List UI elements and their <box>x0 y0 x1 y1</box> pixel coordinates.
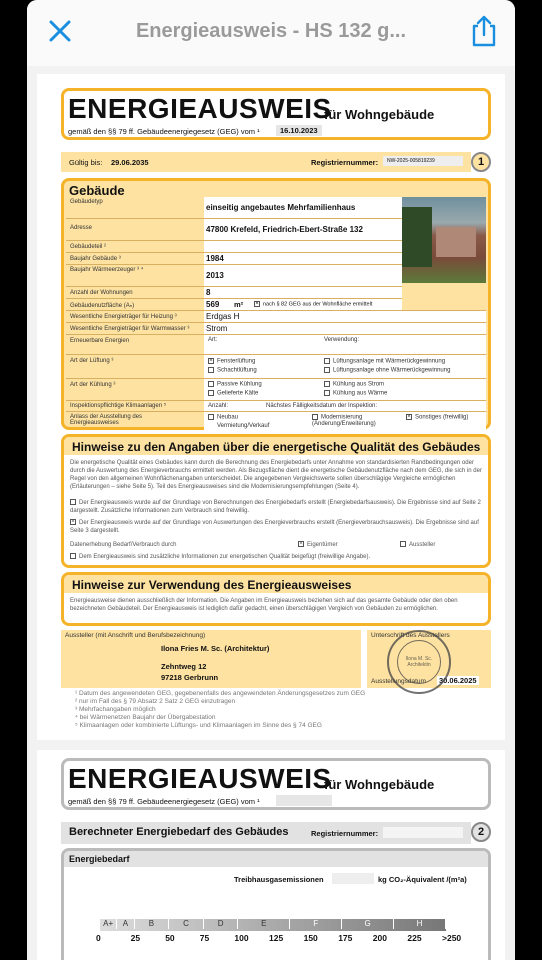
section-number-1: 1 <box>471 152 491 172</box>
document-page-1[interactable] <box>37 74 505 740</box>
ghg-unit: kg CO₂-Äquivalent /(m²a) <box>378 875 467 884</box>
attachment-line: Dem Energieausweis sind zusätzliche Informationen zur energetischen Qualität beigefügt (freiwillige Angabe). <box>70 553 484 561</box>
document-page-2[interactable] <box>37 750 505 960</box>
ghg-label: Treibhausgasemissionen <box>234 875 324 884</box>
scale-value: 0 <box>96 933 101 943</box>
row-cooling: Art der Kühlung ³ Passive Kühlung Gelieferte Kälte Kühlung aus Strom Kühlung aus Wärme <box>66 379 486 401</box>
scale-value: 225 <box>407 933 422 943</box>
building-photo <box>402 197 486 283</box>
usage-text: Energieausweise dienen ausschließlich der Information. Die Angaben im Energieausweis beziehen sich auf das gesamte Gebäude oder den oben bezeichneten Gebäudeteil. Der Energieausweis ist lediglich dafür gedacht, einen überschlägigen Vergleich von Gebäuden zu ermöglichen. <box>70 598 458 612</box>
row-building-type: Gebäudetyp einseitig angebautes Mehrfamilienhaus <box>66 197 402 219</box>
row-year-heater: Baujahr Wärmeerzeuger ³ ⁴ 2013 <box>66 265 402 287</box>
row-water-carrier: Wesentliche Energieträger für Warmwasser ³ Strom <box>66 323 486 335</box>
row-building-part: Gebäudeteil ² <box>66 241 402 253</box>
issuer-box: Aussteller (mit Anschrift und Berufsbezeichnung) Ilona Fries M. Sc. (Architektur) Zehntweg 12 97218 Gerbrunn <box>61 630 361 688</box>
scale-class-a: A <box>117 919 134 929</box>
page-title-suffix: für Wohngebäude <box>324 107 435 122</box>
scale-class-f: F <box>290 919 342 929</box>
reg-label: Registriernummer: <box>311 158 379 167</box>
scale-class-e: E <box>238 919 290 929</box>
row-renewables: Erneuerbare Energien Art: Verwendung: <box>66 335 486 355</box>
usage-title: Hinweise zur Verwendung des Energieausweises <box>72 578 352 592</box>
law-line: gemäß den §§ 79 ff. Gebäudeenergiegesetz (GEG) vom ¹ <box>68 127 260 136</box>
scale-value: 25 <box>130 933 141 943</box>
top-bar <box>27 0 515 66</box>
validity-bar <box>61 152 471 172</box>
scale-value: 175 <box>338 933 353 943</box>
app-screen <box>27 0 515 960</box>
row-year-building: Baujahr Gebäude ³ 1984 <box>66 253 402 265</box>
page2-section-bar <box>61 822 471 844</box>
row-inspection: Inspektionspflichtige Klimaanlagen ⁵ Anzahl: Nächstes Fälligkeitsdatum der Inspektion: <box>66 401 486 412</box>
scale-value: >250 <box>442 933 462 943</box>
hint-option-demand: Der Energieausweis wurde auf der Grundlage von Berechnungen des Energiebedarfs erstellt (Energiebedarfsausweis). Die Ergebnisse sind auf Seite 2 dargestellt. Zusätzliche Informationen zum Verbrauch sind freiwillig. <box>70 500 481 514</box>
issuer-name: Ilona Fries M. Sc. (Architektur) <box>161 644 270 653</box>
row-ventilation: Art der Lüftung ³ × Fensterlüftung Schachtlüftung Lüftungsanlage mit Wärmerückgewinnung Lüftungsanlage ohne Wärmerückgewinnung <box>66 355 486 379</box>
row-usable-area: Gebäudenutzfläche (Aₙ) 569 m² × nach § 82 GEG aus der Wohnfläche ermittelt <box>66 299 486 311</box>
law-date: 16.10.2023 <box>276 125 322 136</box>
issuer-street: Zehntweg 12 <box>161 662 207 671</box>
energy-demand-title: Energiebedarf <box>69 854 130 864</box>
hints-title: Hinweise zu den Angaben über die energetische Qualität des Gebäudes <box>72 440 481 454</box>
scale-value: 125 <box>269 933 284 943</box>
building-box <box>61 178 491 430</box>
scale-value: 100 <box>234 933 249 943</box>
hint-option-consumption: × Der Energieausweis wurde auf der Grundlage von Auswertungen des Energieverbrauchs erstellt (Energieverbrauchsausweis). Die Ergebnisse sind auf Seite 3 dargestellt. <box>70 519 479 534</box>
scale-class-g: G <box>342 919 394 929</box>
page2-title: ENERGIEAUSWEIS <box>68 763 332 794</box>
page2-law-line: gemäß den §§ 79 ff. Gebäudeenergiegesetz (GEG) vom ¹ <box>68 797 260 806</box>
page2-reg-label: Registriernummer: <box>311 829 379 838</box>
reg-number: NW-2025-005819239 <box>383 156 463 166</box>
close-button[interactable] <box>45 16 75 46</box>
hints-text: Die energetische Qualität eines Gebäudes kann durch die Berechnung des Energiebedarfs unter Annahme von standardisierten Randbedingungen oder durch die Auswertung des Energieverbrauchs ermittelt werden. Als Bezugsfläche dient die energetische Gebäudenutzfläche nach dem GEG, die sich in der Regel von den allgemeinen Wohnflächenangaben unterscheidet. Die angegebenen Vergleichswerte sollen überschlägige Vergleiche ermöglichen (Erläuterungen – siehe Seite 5). Teil des Energieausweises sind die Modernisierungsempfehlungen (Seite 4). <box>70 460 482 490</box>
energy-demand-box <box>61 848 491 960</box>
scale-value: 50 <box>165 933 175 943</box>
footnotes: ¹ Datum des angewendeten GEG, gegebenenfalls des angewendeten Änderungsgesetzes zum GEG ² nur im Fall des § 79 Absatz 2 Satz 2 GEG einzutragen ³ Mehrfachangaben möglich ⁴ bei Wärmenetzen Baujahr der Übergabestation ⁵ Klimaanlagen oder kombinierte Lüftungs- und Klimaanlagen im Sinne des § 74 GEG <box>75 690 366 729</box>
scale-class-c: C <box>169 919 204 929</box>
building-title: Gebäude <box>69 183 125 198</box>
valid-label: Gültig bis: <box>69 158 103 167</box>
area-note: × nach § 82 GEG aus der Wohnfläche ermittelt <box>252 299 402 310</box>
official-stamp <box>387 630 451 694</box>
scale-value: 200 <box>372 933 387 943</box>
usage-box <box>61 572 491 626</box>
signature-box: Unterschrift des Ausstellers Ausstellungsdatum 30.06.2025 <box>367 630 491 688</box>
close-icon <box>45 16 75 46</box>
share-button[interactable] <box>469 14 499 48</box>
stamp-text: Ilona M. Sc. Architektin <box>405 656 433 668</box>
title-box-page2 <box>61 758 491 810</box>
hints-box <box>61 434 491 568</box>
issue-date: 30.06.2025 <box>439 676 477 685</box>
scale-value: 75 <box>199 933 210 943</box>
scale-class-h: H <box>394 919 446 929</box>
issuer-city: 97218 Gerbrunn <box>161 673 219 682</box>
data-collection: Datenerhebung Bedarf/Verbrauch durch × Eigentümer Aussteller <box>70 541 436 548</box>
row-heating-carrier: Wesentliche Energieträger für Heizung ³ Erdgas H <box>66 311 486 323</box>
section-number-2: 2 <box>471 822 491 842</box>
scale-class-b: B <box>135 919 170 929</box>
page-title: ENERGIEAUSWEIS <box>68 93 332 124</box>
share-icon <box>469 14 499 48</box>
row-address: Adresse 47800 Krefeld, Friedrich-Ebert-Straße 132 <box>66 219 402 241</box>
document-title: Energieausweis - HS 132 g... <box>135 20 407 42</box>
valid-date: 29.06.2035 <box>111 158 149 167</box>
title-box <box>61 88 491 140</box>
page2-title-suffix: für Wohngebäude <box>324 777 435 792</box>
page2-section-title: Berechneter Energiebedarf des Gebäudes <box>69 826 289 838</box>
scale-class-d: D <box>204 919 239 929</box>
scale-class-aplus: A+ <box>100 919 117 929</box>
energy-scale <box>100 919 446 931</box>
row-occasion: Anlass der Ausstellung des Energieausweises Neubau Vermietung/Verkauf Modernisierung (Änderung/Erweiterung) × Sonstiges (freiwillig) <box>66 412 486 432</box>
scale-value: 150 <box>303 933 318 943</box>
energy-scale-numbers <box>96 933 462 945</box>
row-num-apartments: Anzahl der Wohnungen 8 <box>66 287 402 299</box>
